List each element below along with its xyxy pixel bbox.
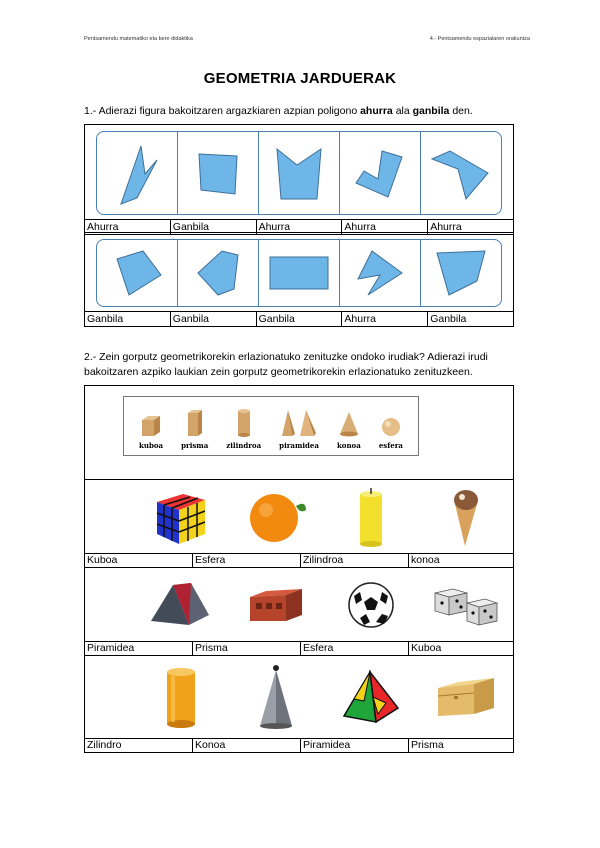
answer-cell[interactable]: Ahurra xyxy=(430,221,462,233)
answer-cell[interactable]: Ahurra xyxy=(342,312,428,326)
polygon-convex-5 xyxy=(421,240,501,306)
solids-table xyxy=(84,385,514,753)
legend-label: konoa xyxy=(336,441,361,450)
answer-cell[interactable]: Kuboa xyxy=(85,554,193,567)
polygon-concave-5 xyxy=(340,240,421,306)
brick-image xyxy=(228,572,323,637)
legend-label: prisma xyxy=(181,441,209,450)
answer-cell[interactable]: Esfera xyxy=(193,554,301,567)
ice-cream-cone-image xyxy=(418,484,513,549)
answer-cell[interactable]: Ahurra xyxy=(342,220,428,234)
legend-label: kuboa xyxy=(139,441,164,450)
answer-cell[interactable]: Ganbila xyxy=(171,312,257,326)
polygon-table-1 xyxy=(84,124,514,235)
answer-cell[interactable]: Zilindroa xyxy=(301,554,409,567)
rubik-cube-image xyxy=(133,484,228,549)
answer-cell[interactable]: Ganbila xyxy=(171,220,257,234)
polygon-concave-2 xyxy=(259,132,340,214)
polygon-table-2 xyxy=(84,232,514,327)
polygon-convex-2 xyxy=(97,240,178,306)
question-2: 2.- Zein gorputz geometrikorekin erlazionatuko zenituzke ondoko irudiak? Adierazi irudi bakoitzaren azpiko laukian zein gorputz geometrikorekin erlazionatuko zenituzkeen. xyxy=(84,351,488,378)
answer-cell[interactable]: Kuboa xyxy=(411,642,442,654)
orange-cylinder-image xyxy=(133,665,228,730)
answer-cell[interactable]: konoa xyxy=(411,554,440,566)
polygon-concave-4 xyxy=(421,132,501,214)
answer-cell[interactable]: Ahurra xyxy=(85,220,171,234)
legend-label: esfera xyxy=(378,441,403,450)
pyraminx-image xyxy=(323,665,418,730)
answer-cell[interactable]: Ganbila xyxy=(430,313,467,325)
football-image xyxy=(323,572,418,637)
question-1: 1.- Adierazi figura bakoitzaren argazkiaren azpian poligono ahurra ala ganbila den. xyxy=(84,105,473,117)
answer-cell[interactable]: Prisma xyxy=(411,739,444,751)
polygon-concave-1 xyxy=(97,132,178,214)
polygon-convex-4 xyxy=(259,240,340,306)
orange-image xyxy=(228,484,323,549)
wooden-box-image xyxy=(418,665,513,730)
answer-cell[interactable]: Ahurra xyxy=(257,220,343,234)
legend-label: piramidea xyxy=(279,441,319,450)
answer-cell[interactable]: Konoa xyxy=(193,739,301,752)
legend-label: zilindroa xyxy=(226,441,262,450)
polygon-concave-3 xyxy=(340,132,421,214)
candle-image xyxy=(323,484,418,549)
dice-image xyxy=(418,572,513,637)
page-title: GEOMETRIA JARDUERAK xyxy=(203,70,397,87)
answer-cell[interactable]: Ganbila xyxy=(85,312,171,326)
solids-legend xyxy=(123,396,419,456)
header-right: 4.- Pentsamendu espazialaren orakuntza xyxy=(429,36,530,42)
header-left: Pentsamendu matematiko eta bere didaktika xyxy=(84,36,193,42)
answer-cell[interactable]: Esfera xyxy=(301,642,409,655)
polygon-convex-3 xyxy=(178,240,259,306)
answer-cell[interactable]: Prisma xyxy=(193,642,301,655)
answer-cell[interactable]: Piramidea xyxy=(85,642,193,655)
polygon-convex-1 xyxy=(178,132,259,214)
tent-image xyxy=(133,572,228,637)
answer-cell[interactable]: Piramidea xyxy=(301,739,409,752)
answer-cell[interactable]: Ganbila xyxy=(257,312,343,326)
grater-cone-image xyxy=(228,665,323,730)
answer-cell[interactable]: Zilindro xyxy=(85,739,193,752)
